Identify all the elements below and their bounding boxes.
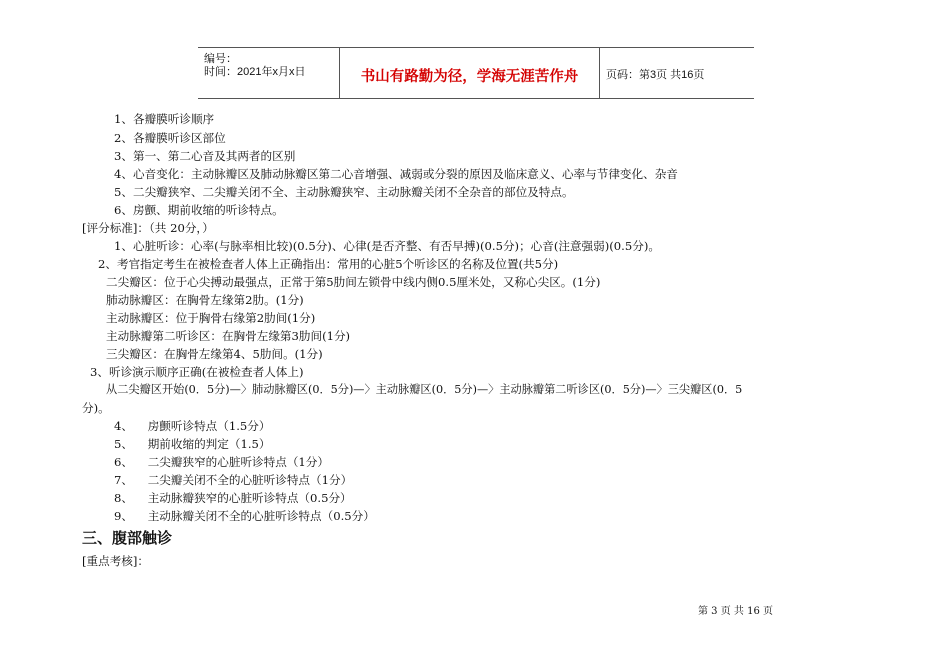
header-motto-cell — [340, 48, 600, 98]
body-line: 6、房颤、期前收缩的听诊特点。 — [114, 203, 284, 217]
body-line: 7、 二尖瓣关闭不全的心脏听诊特点（1分） — [114, 473, 353, 487]
body-line: 2、各瓣膜听诊区部位 — [114, 131, 226, 145]
body-line: 4、心音变化：主动脉瓣区及肺动脉瓣区第二心音增强、减弱或分裂的原因及临床意义、心率与节律变化、杂音 — [114, 167, 678, 181]
time-label: 时间：2021年x月x日 — [204, 66, 306, 78]
body-line: 6、 二尖瓣狭窄的心脏听诊特点（1分） — [114, 455, 329, 469]
key-assessment-label: [重点考核]： — [82, 554, 150, 568]
body-line: 5、 期前收缩的判定（1.5） — [114, 437, 271, 451]
header-page-cell — [600, 48, 754, 98]
header-info-cell — [198, 48, 340, 98]
body-line: 4、 房颤听诊特点（1.5分） — [114, 419, 271, 433]
body-line: 三尖瓣区：在胸骨左缘第4、5肋间。(1分) — [106, 347, 323, 361]
body-line: 主动脉瓣第二听诊区：在胸骨左缘第3肋间(1分) — [106, 329, 351, 343]
body-line: 主动脉瓣区：位于胸骨右缘第2肋间(1分) — [106, 311, 316, 325]
number-label: 编号： — [204, 53, 237, 65]
page-footer: 第 3 页 共 16 页 — [698, 606, 773, 617]
page-label: 页码：第3页 共16页 — [606, 69, 705, 81]
body-line: 2、考官指定考生在被检查者人体上正确指出：常用的心脏5个听诊区的名称及位置(共5分) — [98, 257, 559, 271]
body-line: 肺动脉瓣区：在胸骨左缘第2肋。(1分) — [106, 293, 304, 307]
body-line: 3、听诊演示顺序正确(在被检查者人体上) — [90, 365, 304, 379]
body-line: 9、 主动脉瓣关闭不全的心脏听诊特点（0.5分） — [114, 509, 375, 523]
section-heading: 三、腹部触诊 — [82, 529, 173, 547]
page-header — [198, 47, 754, 99]
body-line: 5、二尖瓣狭窄、二尖瓣关闭不全、主动脉瓣狭窄、主动脉瓣关闭不全杂音的部位及特点。 — [114, 185, 574, 199]
body-line: 3、第一、第二心音及其两者的区别 — [114, 149, 296, 163]
body-line: 分)。 — [82, 401, 110, 415]
body-line: 从二尖瓣区开始(0．5分)—〉肺动脉瓣区(0．5分)—〉主动脉瓣区(0．5分)—〉主动脉瓣第二听诊区(0．5分)—〉三尖瓣区(0．5 — [106, 383, 743, 396]
body-line: 1、各瓣膜听诊顺序 — [114, 112, 215, 126]
scoring-standard-label: [评分标准]：（共 20分，） — [82, 221, 214, 235]
body-line: 1、心脏听诊：心率(与脉率相比较)(0.5分)、心律(是否齐整、有否早搏)(0.5分)；心音(注意强弱)(0.5分)。 — [114, 239, 660, 253]
body-line: 二尖瓣区：位于心尖搏动最强点，正常于第5肋间左锁骨中线内侧0.5厘米处，又称心尖区。(1分) — [106, 275, 601, 289]
motto-text: 书山有路勤为径，学海无涯苦作舟 — [360, 69, 579, 85]
body-line: 8、 主动脉瓣狭窄的心脏听诊特点（0.5分） — [114, 491, 352, 505]
